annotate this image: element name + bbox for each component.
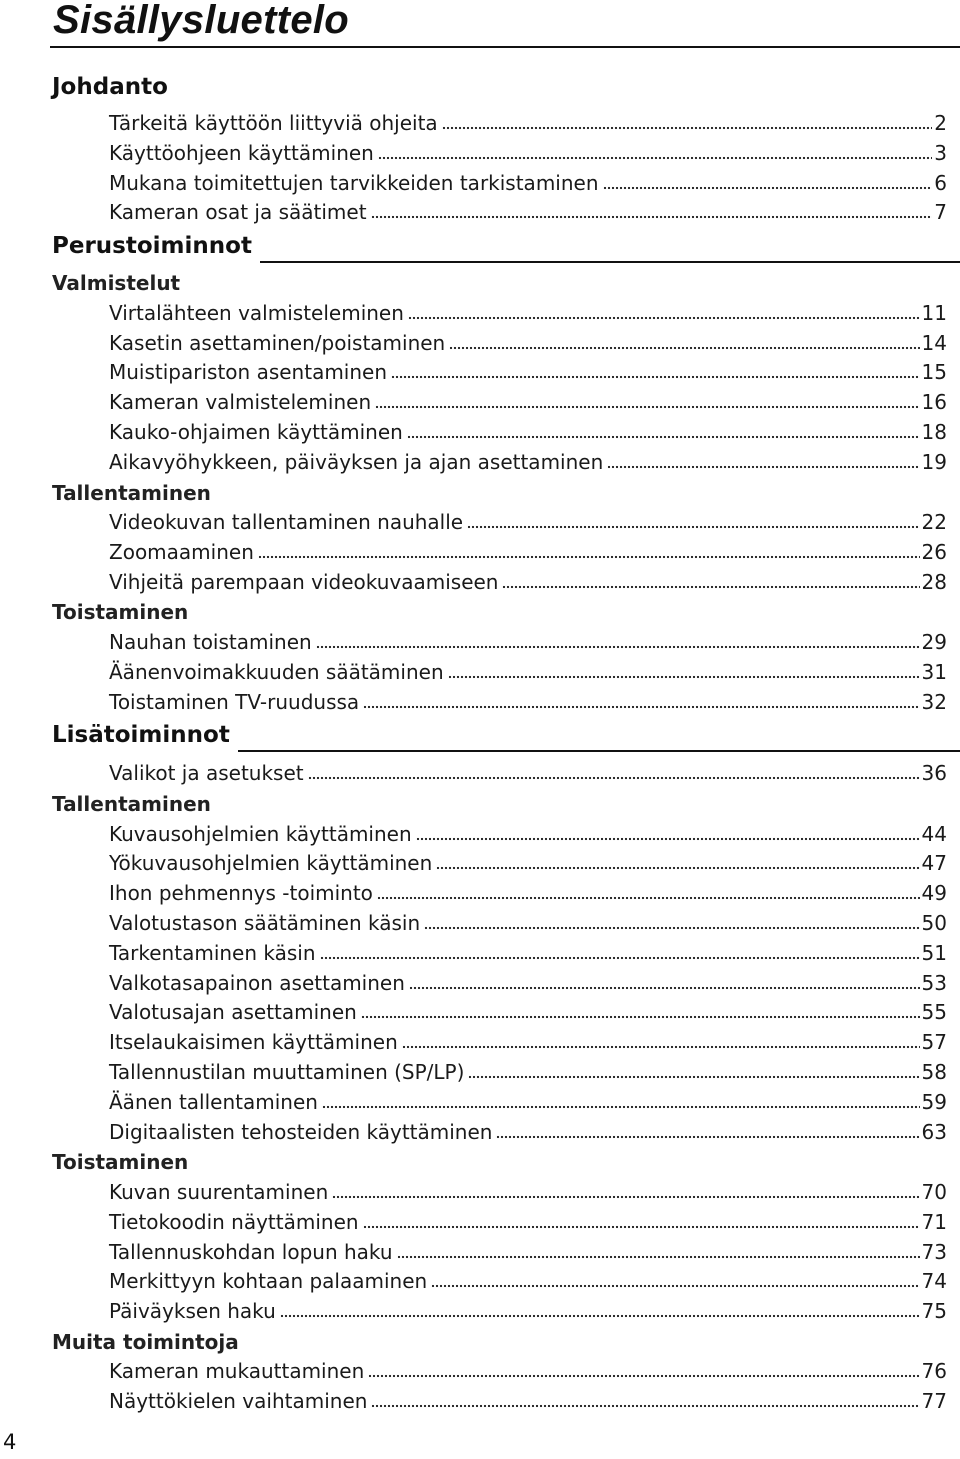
dot-leader [322, 1105, 920, 1109]
toc-entry[interactable] [109, 1239, 947, 1265]
toc-entry[interactable] [109, 940, 947, 966]
toc-entry[interactable] [109, 1029, 947, 1055]
toc-entry-label: Merkittyyn kohtaan palaaminen [109, 1269, 428, 1294]
toc-entry[interactable] [109, 1298, 947, 1324]
dot-leader [402, 1045, 920, 1049]
page-number: 4 [3, 1430, 17, 1454]
toc-entry[interactable] [109, 850, 947, 876]
section-heading: Johdanto [52, 74, 168, 100]
dot-leader [316, 645, 920, 649]
dot-leader [603, 186, 933, 190]
toc-entry[interactable] [109, 330, 947, 356]
dot-leader [308, 776, 920, 780]
toc-entry-page: 22 [921, 510, 947, 534]
dot-leader [409, 986, 920, 990]
toc-entry-page: 16 [921, 390, 947, 415]
toc-entry-page: 73 [921, 1239, 947, 1264]
toc-entry-page: 74 [921, 1269, 947, 1294]
dot-leader [442, 126, 933, 130]
dot-leader [332, 1195, 919, 1199]
dot-leader [436, 866, 919, 870]
toc-entry[interactable] [109, 449, 947, 475]
toc-entry-page: 51 [921, 940, 947, 965]
dot-leader [371, 215, 933, 219]
toc-entry-label: Zoomaaminen [109, 539, 254, 564]
section-heading: Perustoiminnot [52, 233, 252, 260]
toc-entry[interactable] [109, 1358, 947, 1384]
toc-entry[interactable] [109, 1059, 947, 1085]
toc-entry-label: Aikavyöhykkeen, päiväyksen ja ajan asettaminen [109, 449, 604, 474]
toc-entry-page: 57 [921, 1030, 947, 1055]
toc-entry-page: 28 [921, 569, 947, 594]
dot-leader [467, 525, 919, 529]
toc-entry-label: Tallennuskohdan lopun haku [109, 1239, 393, 1264]
toc-entry-page: 70 [921, 1179, 947, 1204]
dot-leader [607, 465, 919, 469]
toc-entry[interactable] [109, 569, 947, 595]
toc-entry[interactable] [109, 419, 947, 445]
toc-entry-label: Äänen tallentaminen [109, 1089, 318, 1114]
toc-entry-page: 32 [921, 689, 947, 714]
section-heading: Lisätoiminnot [52, 722, 230, 749]
page-title: Sisällysluettelo [53, 0, 350, 42]
toc-entry[interactable] [109, 509, 947, 535]
dot-leader [468, 1075, 919, 1079]
subsection-heading: Muita toimintoja [52, 1329, 239, 1354]
subsection-heading: Toistaminen [52, 1150, 189, 1175]
dot-leader [361, 1015, 920, 1019]
toc-entry[interactable] [109, 1209, 947, 1235]
toc-entry-label: Kuvausohjelmien käyttäminen [109, 821, 412, 846]
toc-entry[interactable] [109, 539, 947, 565]
toc-entry-page: 55 [921, 1000, 947, 1025]
toc-entry[interactable] [109, 1268, 947, 1294]
dot-leader [416, 837, 920, 841]
toc-entry-label: Mukana toimitettujen tarvikkeiden tarkistaminen [109, 170, 599, 195]
toc-entry-page: 11 [921, 300, 947, 325]
subsection-heading: Toistaminen [52, 600, 189, 625]
toc-entry[interactable] [109, 110, 947, 136]
toc-entry-page: 31 [921, 659, 947, 684]
toc-entry-label: Kasetin asettaminen/poistaminen [109, 330, 446, 355]
toc-entry[interactable] [109, 1089, 947, 1115]
toc-entry-page: 58 [921, 1060, 947, 1084]
toc-entry-page: 3 [934, 140, 947, 165]
toc-entry-page: 77 [921, 1389, 947, 1414]
toc-entry-label: Kameran osat ja säätimet [109, 200, 367, 225]
toc-entry[interactable] [109, 1388, 947, 1414]
toc-entry[interactable] [109, 199, 947, 225]
toc-entry-label: Virtalähteen valmisteleminen [109, 300, 404, 325]
toc-entry-label: Ihon pehmennys -toiminto [109, 881, 373, 906]
toc-entry-page: 14 [921, 330, 947, 355]
toc-entry-label: Itselaukaisimen käyttäminen [109, 1030, 398, 1055]
toc-entry[interactable] [109, 910, 947, 936]
toc-entry-page: 53 [921, 970, 947, 995]
dot-leader [368, 1374, 919, 1378]
toc-entry-page: 76 [921, 1359, 947, 1384]
toc-entry-page: 44 [921, 821, 947, 846]
toc-entry[interactable] [109, 659, 947, 685]
toc-entry-label: Digitaalisten tehosteiden käyttäminen [109, 1119, 493, 1144]
dot-leader [363, 705, 919, 709]
section-rule [238, 750, 960, 752]
toc-entry-page: 18 [921, 419, 947, 444]
toc-entry-page: 6 [934, 170, 947, 195]
toc-entry-page: 75 [921, 1299, 947, 1324]
toc-entry-label: Videokuvan tallentaminen nauhalle [109, 510, 464, 534]
toc-entry[interactable] [109, 689, 947, 715]
dot-leader [391, 375, 920, 379]
toc-entry-page: 47 [921, 851, 947, 876]
toc-entry[interactable] [109, 629, 947, 655]
toc-entry-page: 15 [921, 360, 947, 385]
toc-entry-label: Tärkeitä käyttöön liittyviä ohjeita [109, 111, 438, 135]
toc-entry-label: Vihjeitä parempaan videokuvaamiseen [109, 569, 499, 594]
toc-entry-page: 7 [934, 200, 947, 225]
toc-entry-page: 26 [921, 539, 947, 564]
dot-leader [375, 405, 919, 409]
dot-leader [407, 435, 920, 439]
dot-leader [378, 156, 932, 160]
toc-entry[interactable] [109, 359, 947, 385]
toc-entry-label: Nauhan toistaminen [109, 629, 312, 654]
dot-leader [363, 1225, 920, 1229]
toc-entry-label: Tietokoodin näyttäminen [109, 1209, 359, 1234]
toc-entry-label: Tarkentaminen käsin [109, 940, 316, 965]
toc-entry-label: Muistipariston asentaminen [109, 360, 388, 385]
toc-entry-label: Näyttökielen vaihtaminen [109, 1389, 368, 1414]
toc-entry-label: Valotusajan asettaminen [109, 1000, 357, 1025]
toc-entry-label: Kuvan suurentaminen [109, 1179, 329, 1204]
toc-entry[interactable] [109, 821, 947, 847]
toc-entry-page: 63 [921, 1119, 947, 1144]
toc-entry[interactable] [109, 760, 947, 786]
subsection-heading: Valmistelut [52, 271, 181, 296]
dot-leader [448, 675, 920, 679]
toc-entry-page: 2 [934, 111, 947, 135]
toc-entry-label: Kameran mukauttaminen [109, 1359, 365, 1384]
toc-entry[interactable] [109, 170, 947, 196]
toc-entry-label: Tallennustilan muuttaminen (SP/LP) [109, 1060, 465, 1084]
toc-entry-label: Kameran valmisteleminen [109, 390, 372, 415]
toc-entry-page: 71 [921, 1209, 947, 1234]
toc-entry-page: 59 [921, 1089, 947, 1114]
toc-entry-label: Valikot ja asetukset [109, 761, 304, 786]
dot-leader [424, 926, 919, 930]
dot-leader [449, 346, 919, 350]
dot-leader [496, 1135, 919, 1139]
toc-entry-page: 29 [921, 629, 947, 654]
dot-leader [280, 1314, 920, 1318]
section-rule [260, 261, 960, 263]
toc-entry[interactable] [109, 970, 947, 996]
toc-entry-label: Toistaminen TV-ruudussa [109, 689, 360, 714]
dot-leader [371, 1404, 919, 1408]
toc-entry[interactable] [109, 999, 947, 1025]
toc-entry-label: Yökuvausohjelmien käyttäminen [109, 851, 433, 876]
toc-entry[interactable] [109, 300, 947, 326]
dot-leader [502, 585, 919, 589]
toc-entry-label: Käyttöohjeen käyttäminen [109, 140, 374, 165]
dot-leader [397, 1255, 920, 1259]
toc-entry-label: Kauko-ohjaimen käyttäminen [109, 419, 403, 444]
toc-entry-label: Päiväyksen haku [109, 1299, 276, 1324]
subsection-heading: Tallentaminen [52, 480, 211, 505]
toc-entry-label: Valotustason säätäminen käsin [109, 911, 421, 935]
dot-leader [408, 316, 920, 320]
toc-entry[interactable] [109, 389, 947, 415]
toc-entry-page: 50 [921, 911, 947, 935]
dot-leader [377, 896, 920, 900]
toc-entry[interactable] [109, 1179, 947, 1205]
toc-entry[interactable] [109, 140, 947, 166]
toc-entry[interactable] [109, 880, 947, 906]
toc-entry-label: Valkotasapainon asettaminen [109, 970, 405, 995]
toc-entry[interactable] [109, 1119, 947, 1145]
toc-entry-label: Äänenvoimakkuuden säätäminen [109, 659, 444, 684]
subsection-heading: Tallentaminen [52, 792, 211, 817]
toc-entry-page: 36 [921, 761, 947, 786]
toc-entry-page: 19 [921, 449, 947, 474]
toc-entry-page: 49 [921, 881, 947, 906]
dot-leader [431, 1284, 919, 1288]
dot-leader [258, 555, 920, 559]
dot-leader [320, 956, 920, 960]
